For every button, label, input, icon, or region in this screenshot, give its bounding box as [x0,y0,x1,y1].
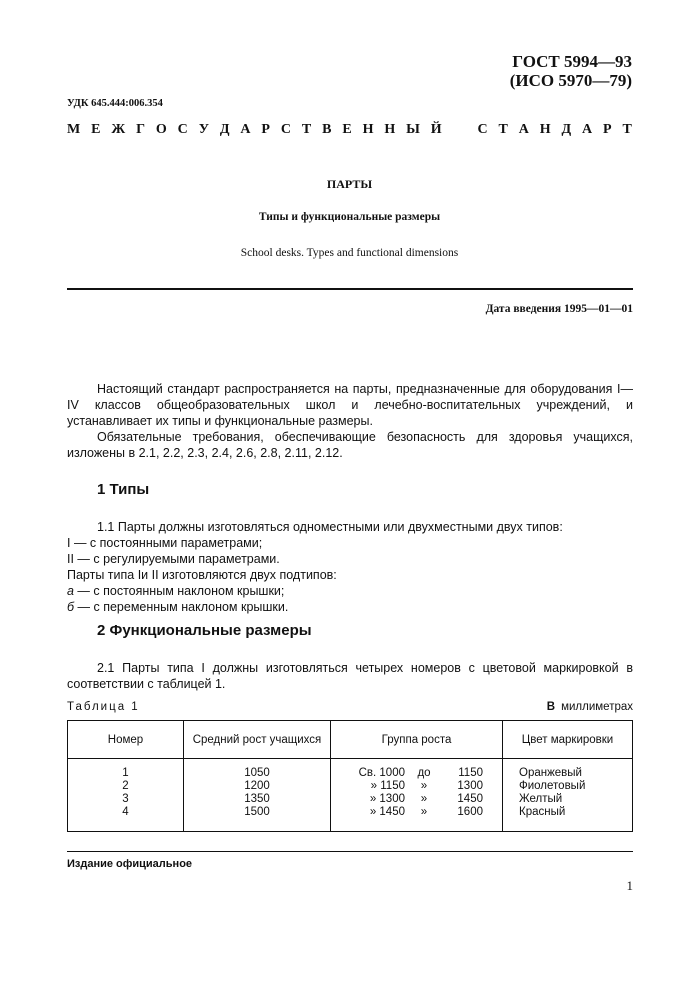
group-from: » 1150 [370,780,405,792]
official-edition-label: Издание официальное [67,858,193,870]
banner-letter: А [518,122,529,137]
introduction-date: Дата введения 1995—01—01 [485,303,633,315]
intro-paragraph-requirements: Обязательные требования, обеспечивающие безопасность для здоровья учащихся, изложены в 2.1, 2.2, 2.3, 2.4, 2.6, 2.8, 2.11, 2.12. [67,430,633,460]
subtype-a-text: — с постоянным наклоном крышки; [73,584,285,598]
group-to: 1600 [457,806,483,818]
number-cell [68,759,184,832]
type-ii-line: II — с регулируемыми параметрами. [67,552,280,566]
banner-letter: Д [219,122,230,137]
document-title: ПАРТЫ [326,177,373,191]
banner-letter: С [280,122,291,137]
banner-letter: А [240,122,251,137]
banner-letter: С [177,122,188,137]
page-number: 1 [626,878,633,893]
group-to: 1300 [457,780,483,792]
banner-word-gap [453,122,467,138]
group-from: » 1300 [369,793,405,805]
banner-letter: Н [539,122,551,137]
banner-letter: О [155,122,167,137]
marking-color-cell [503,759,633,832]
banner-letter: Й [430,122,442,137]
table-cell: 2 [122,780,129,792]
document-subtitle: Типы и функциональные размеры [258,211,441,223]
gost-number: ГОСТ 5994—93 [512,52,632,71]
table-cell: 4 [122,806,129,818]
table-cell: 1350 [244,793,270,805]
group-to-word: до [417,767,431,779]
subtype-a-letter: а [67,584,74,598]
udk-code: УДК 645.444:006.354 [67,98,163,109]
banner-letter: Н [384,122,396,137]
banner-letter: Е [342,122,352,137]
group-from: Св. 1000 [358,767,405,779]
banner-letter: Т [301,122,312,137]
column-header-marking-color: Цвет маркировки [503,721,633,759]
table-cell: 3 [122,793,129,805]
subtype-a-line [67,583,284,599]
banner-letter: Н [362,122,374,137]
table-units-text: миллиметрах [561,701,633,713]
table-units [547,701,633,713]
height-group-line [347,806,502,819]
table-header-row [68,721,633,759]
section-heading-dimensions: 2 Функциональные размеры [97,622,312,639]
clause-2-1: 2.1 Парты типа I должны изготовляться четырех номеров с цветовой маркировкой в соответствии с таблицей 1. [67,661,633,691]
table-cell: 1050 [244,767,270,779]
banner-letter: В [322,122,332,137]
group-to-word: » [420,806,428,818]
table-1 [67,720,633,832]
group-to: 1150 [458,767,483,779]
type-i-line: I — с постоянными параметрами; [67,536,263,550]
group-from: » 1450 [369,806,405,818]
subtypes-intro-line: Парты типа Iи II изготовляются двух подтипов: [67,568,337,582]
banner-letter: Ж [111,122,126,137]
group-to-word: » [420,780,428,792]
banner-letter: А [582,122,593,137]
height-group-line [347,767,502,780]
standard-number-block [510,52,632,90]
column-header-number: Номер [68,721,184,759]
column-header-height-group: Группа роста [331,721,503,759]
average-height-cell [184,759,331,832]
table-units-prefix: В [546,701,556,713]
iso-number: (ИСО 5970—79) [509,71,632,90]
table-cell: 1 [122,767,129,779]
column-header-average-height: Средний рост учащихся [184,721,331,759]
table-cell: Желтый [519,793,563,805]
banner-letter: Т [622,122,632,137]
banner-letter: Т [498,122,508,137]
height-group-line [347,793,502,806]
table-cell: 1200 [244,780,270,792]
table-cell: Красный [519,806,566,818]
footer-divider [67,851,633,852]
banner-letter: Г [136,122,145,137]
group-to-word: » [420,793,428,805]
section-heading-types: 1 Типы [97,481,150,498]
banner-letter: Р [261,122,270,137]
banner-letter: Д [561,122,572,137]
header-divider [67,288,633,290]
banner-letter: М [67,122,81,137]
table-body-row [68,759,633,832]
subtype-b-text: — с переменным наклоном крышки. [74,600,289,614]
subtype-b-line [67,599,288,615]
table-cell: Оранжевый [519,767,582,779]
banner-letter: Р [603,122,612,137]
interstate-standard-banner [67,122,632,138]
banner-letter: У [198,122,209,137]
banner-letter: Ы [406,122,420,137]
intro-paragraph-scope: Настоящий стандарт распространяется на парты, предназначенные для оборудования I—IV классов общеобразовательных школ и лечебно-воспитательных учреждений, и устанавливает их типы и функциональные размеры. [67,382,633,428]
height-group-cell [331,759,503,832]
height-group-line [347,780,502,793]
subtype-b-letter: б [67,600,75,614]
banner-letter: Е [91,122,101,137]
table-caption: Таблица 1 [67,701,140,713]
document-english-title: School desks. Types and functional dimensions [240,247,459,259]
table-cell: Фиолетовый [519,780,586,792]
table-cell: 1500 [244,806,270,818]
clause-1-1: 1.1 Парты должны изготовляться одноместными или двухместными двух типов: [97,520,563,534]
banner-letter: С [477,122,488,137]
group-to: 1450 [457,793,483,805]
